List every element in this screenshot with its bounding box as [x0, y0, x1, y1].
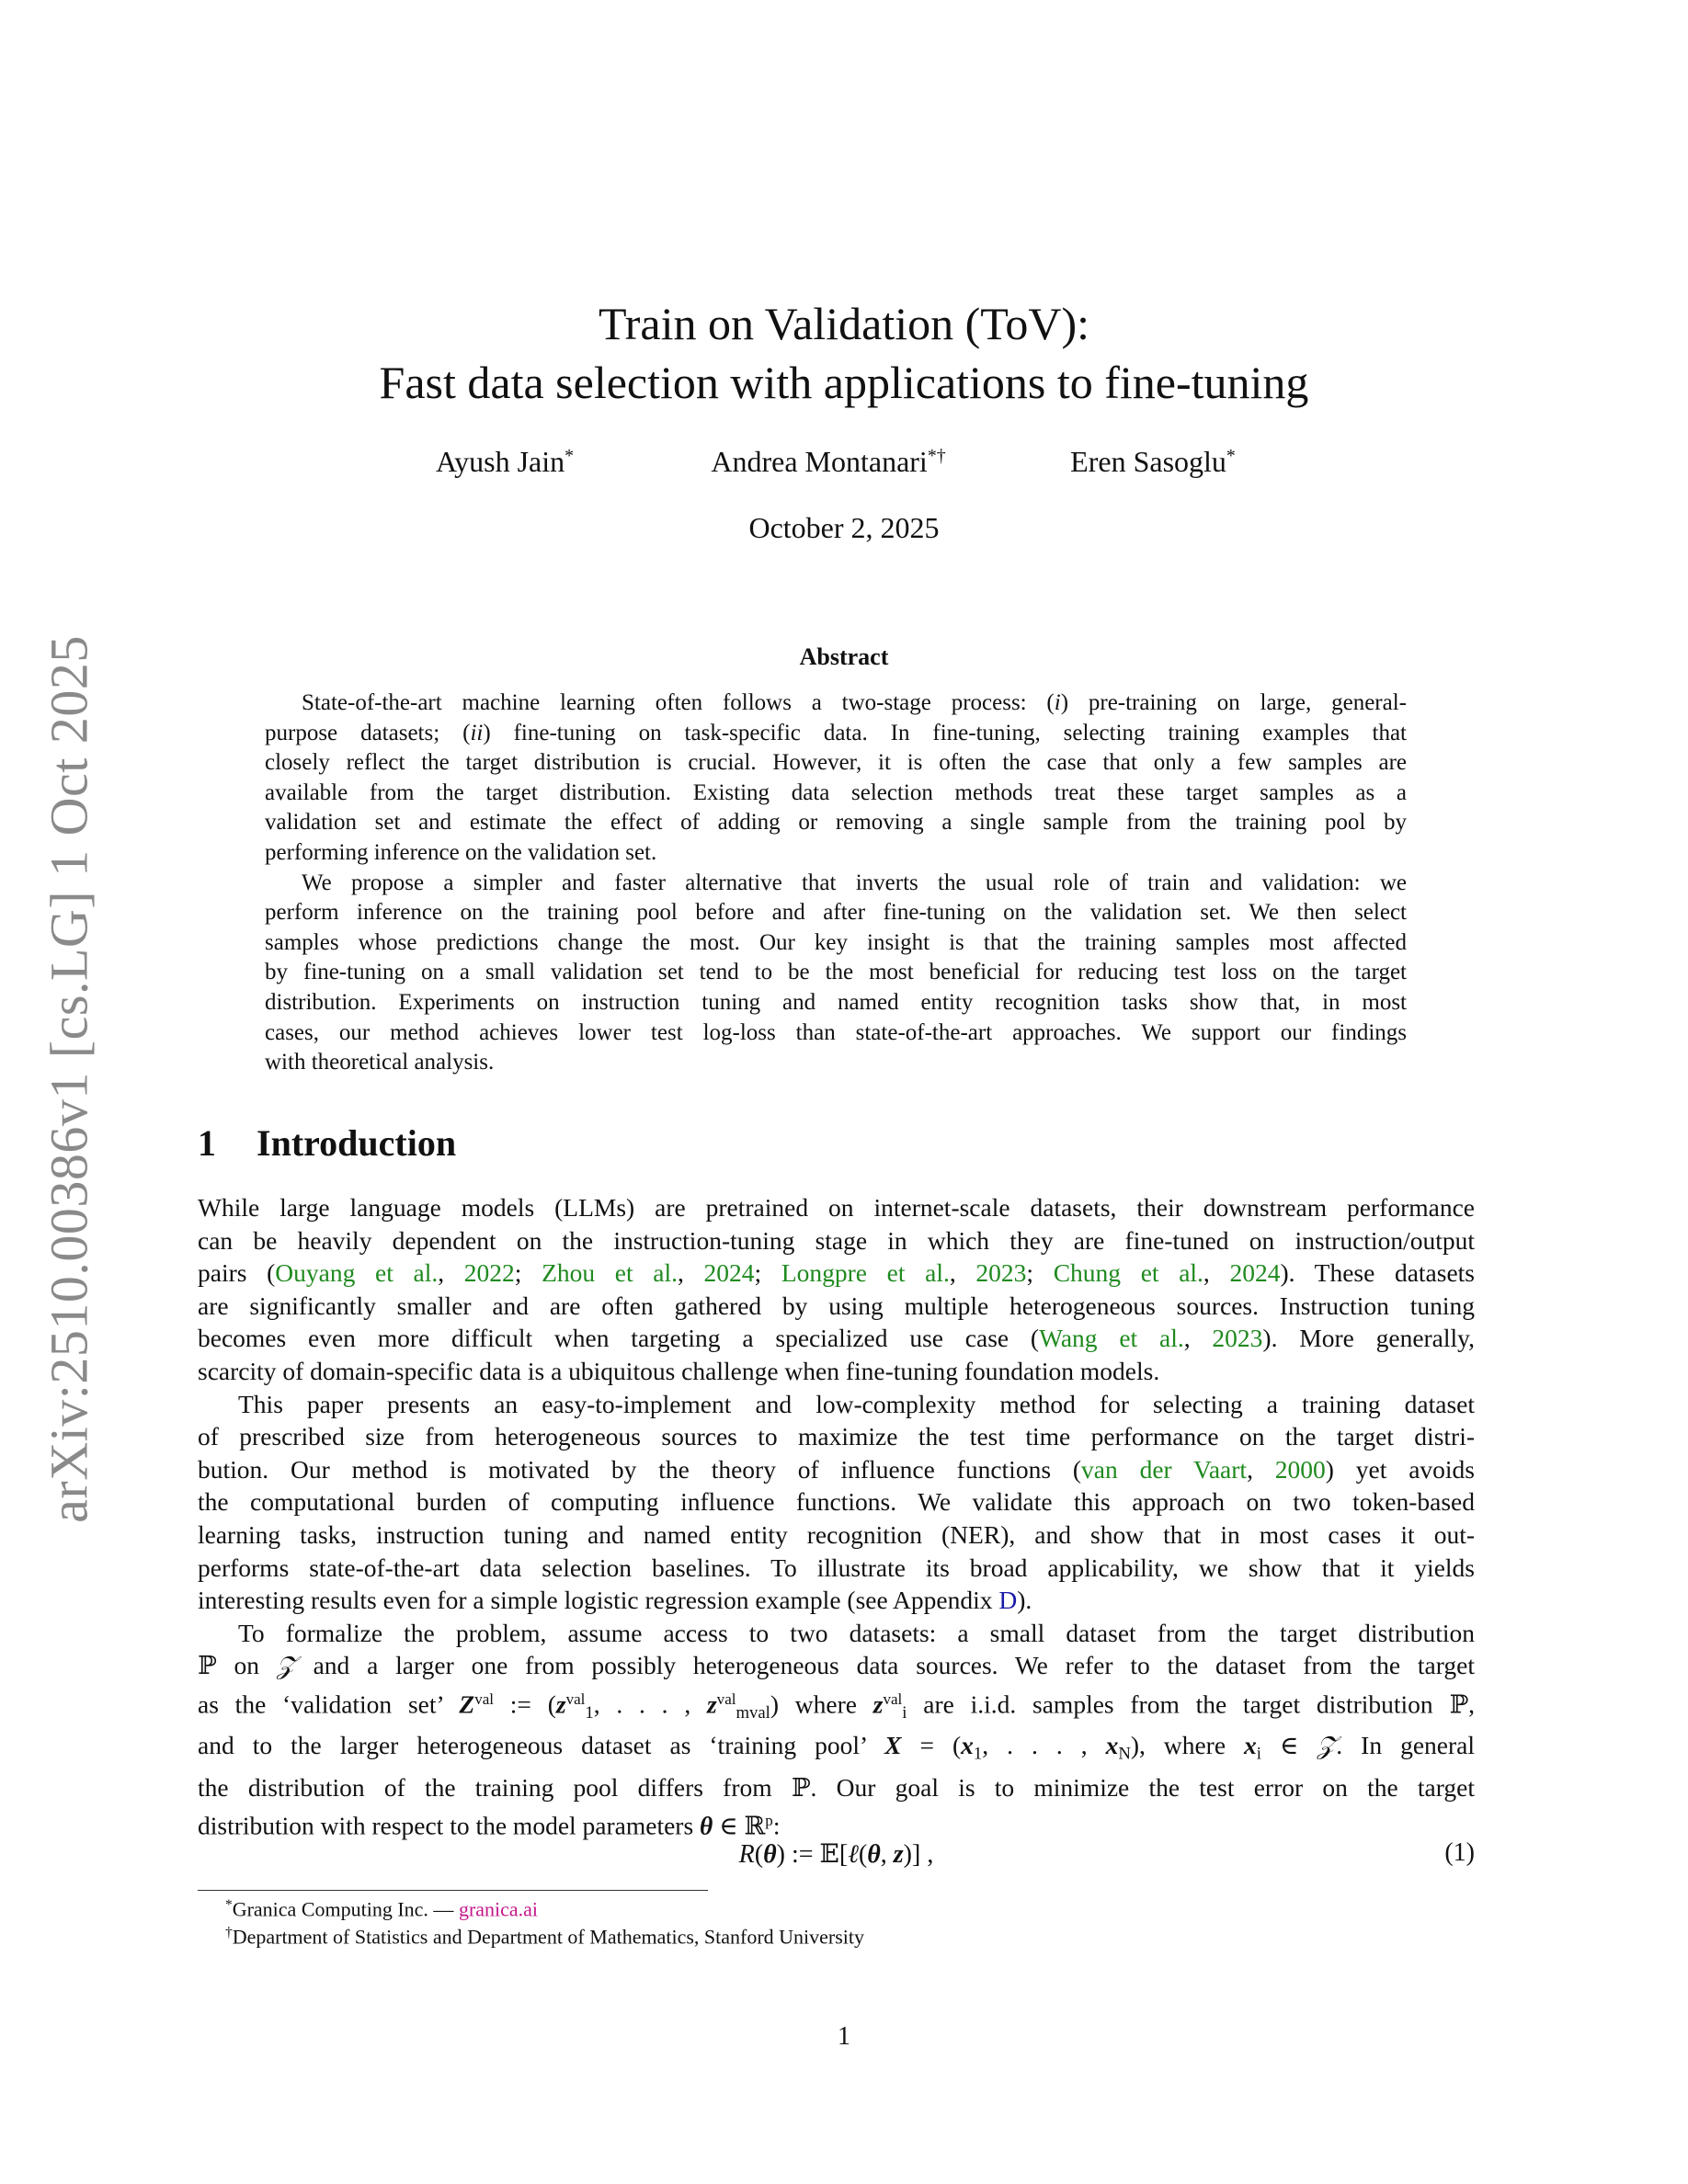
citation-link[interactable]: Ouyang et al.: [275, 1258, 439, 1288]
author-list: [0, 445, 1688, 482]
text-line: [198, 1420, 1475, 1453]
equation-expression: [198, 1838, 1475, 1870]
text-line: [265, 808, 1407, 838]
text-run: are significantly smaller and are often gathered by using multiple heterogeneous sources. Instruction tuning: [198, 1291, 1475, 1320]
subscript: i: [902, 1702, 907, 1723]
text-run: ,: [1247, 1454, 1275, 1484]
math-symbol: ℓ: [848, 1840, 859, 1869]
text-line: [198, 1729, 1475, 1770]
author-name: Eren Sasoglu: [1070, 445, 1226, 478]
text-run: purpose datasets; (: [265, 720, 471, 745]
footnote-mark: †: [225, 1925, 233, 1940]
citation-link[interactable]: Wang et al.: [1039, 1324, 1184, 1353]
math-symbol: X: [884, 1731, 902, 1760]
text-run: as the ‘validation set’: [198, 1689, 460, 1719]
text-run: pairs (: [198, 1258, 276, 1288]
text-run: performs state-of-the-art data selection baselines. To illustrate its broad applicability, we show that it yields: [198, 1553, 1475, 1582]
text-run: samples whose predictions change the most. Our key insight is that the training samples most affected: [265, 929, 1407, 955]
author-sasoglu: [1070, 445, 1236, 479]
author-name: Ayush Jain: [435, 445, 565, 478]
text-run: cases, our method achieves lower test log-loss than state-of-the-art approaches. We support our findings: [265, 1019, 1407, 1045]
text-line: [265, 838, 1407, 869]
author-name: Andrea Montanari: [711, 445, 928, 478]
text-run: ). More generally,: [1262, 1324, 1476, 1353]
title-line-2: Fast data selection with applications to fine-tuning: [379, 357, 1309, 408]
text-run: closely reflect the target distribution is crucial. However, it is often the case that only a few samples are: [265, 750, 1407, 776]
author-affiliation-mark: *†: [927, 446, 946, 467]
footnote-mark: *: [225, 1897, 233, 1913]
text-run: ,: [678, 1258, 704, 1288]
text-line: [198, 1584, 1475, 1617]
text-line: [265, 688, 1407, 719]
text-line: [198, 1322, 1475, 1355]
citation-link[interactable]: 2024: [703, 1258, 755, 1288]
publication-date: October 2, 2025: [748, 511, 940, 544]
text-run: of prescribed size from heterogeneous sources to maximize the test time performance on the target distri-: [198, 1422, 1475, 1451]
text-run: . In general: [1336, 1731, 1475, 1760]
text-run: distribution. Experiments on instruction tuning and named entity recognition tasks show that, in most: [265, 989, 1407, 1015]
subscript: 1: [585, 1702, 594, 1723]
text-run: are i.i.d. samples from the target distribution: [907, 1689, 1450, 1719]
text-run: , . . . ,: [982, 1731, 1106, 1760]
footnote-divider: [198, 1890, 708, 1891]
text-run: = (: [901, 1731, 962, 1760]
math-symbol: x: [1244, 1731, 1257, 1760]
text-run: ). These datasets: [1280, 1258, 1476, 1288]
footnote-2: [225, 1925, 864, 1950]
text-run: This paper presents an easy-to-implement and low-complexity method for selecting a training dataset: [238, 1389, 1475, 1418]
math-symbol: z: [555, 1689, 566, 1719]
math-symbol: z: [893, 1840, 904, 1869]
superscript: val: [565, 1689, 586, 1708]
text-run: . Our goal is to minimize the test error on the target: [810, 1772, 1475, 1802]
abstract-body: [265, 688, 1407, 1078]
appendix-link[interactable]: D: [998, 1586, 1018, 1615]
text-run: perform inference on the training pool before and after fine-tuning on the validation set. We then select: [265, 900, 1407, 926]
text-run: ;: [1026, 1258, 1054, 1288]
abstract-heading: Abstract: [799, 643, 889, 670]
text-run: ∈: [1261, 1731, 1317, 1760]
text-line: [198, 1519, 1475, 1552]
citation-link[interactable]: 2022: [463, 1258, 515, 1288]
superscript: val: [883, 1689, 903, 1708]
introduction-body: [198, 1191, 1475, 1843]
text-line: [198, 1617, 1475, 1650]
text-run: becomes even more difficult when targeting a specialized use case (: [198, 1324, 1040, 1353]
section-number: 1: [198, 1122, 216, 1164]
subscript: i: [1256, 1745, 1261, 1765]
citation-link[interactable]: 2000: [1274, 1454, 1326, 1484]
text-run: (: [858, 1840, 868, 1869]
text-run: ).: [1017, 1586, 1032, 1615]
math-symbol: 𝒵: [276, 1651, 296, 1680]
text-run: )] ,: [903, 1840, 934, 1869]
text-run: performing inference on the validation set.: [265, 839, 657, 865]
text-run: by fine-tuning on a small validation set tend to be the most beneficial for reducing test loss on the target: [265, 960, 1407, 985]
text-line: [265, 779, 1407, 809]
citation-link[interactable]: 2024: [1229, 1258, 1281, 1288]
text-line: [265, 988, 1407, 1018]
text-run: ∈: [713, 1811, 745, 1840]
footnote-text: Department of Statistics and Department of Mathematics, Stanford University: [232, 1925, 865, 1949]
text-line: [198, 1683, 1475, 1730]
paper-title: [0, 294, 1688, 412]
math-symbol: z: [706, 1689, 717, 1719]
text-run: on: [216, 1651, 277, 1680]
text-run: (: [754, 1840, 764, 1869]
equation-number: (1): [1444, 1838, 1475, 1867]
math-symbol: ℝ: [744, 1811, 766, 1841]
text-run: learning tasks, instruction tuning and named entity recognition (NER), and show that in most cases it out-: [198, 1519, 1475, 1549]
footnote-1: [225, 1897, 538, 1922]
text-run: ) where: [770, 1689, 873, 1719]
text-run: ;: [754, 1258, 781, 1288]
text-run: ) fine-tuning on task-specific data. In fine-tuning, selecting training examples that: [483, 720, 1407, 745]
text-run: :: [772, 1811, 781, 1840]
citation-link[interactable]: Longpre et al.: [781, 1258, 950, 1288]
text-run: and to the larger heterogeneous dataset as ‘training pool’: [198, 1731, 885, 1760]
text-run: ,: [438, 1258, 464, 1288]
subscript: 1: [973, 1745, 983, 1765]
math-symbol: 𝒵: [1317, 1731, 1337, 1760]
text-line: [265, 719, 1407, 749]
text-line: [265, 928, 1407, 959]
text-run: ,: [880, 1840, 894, 1869]
page-number: 1: [838, 2022, 850, 2051]
math-symbol: x: [1105, 1731, 1119, 1760]
math-symbol: 𝔼: [819, 1838, 839, 1869]
text-line: [198, 1453, 1475, 1486]
citation-link[interactable]: Chung et al.: [1053, 1258, 1203, 1288]
text-run: available from the target distribution. Existing data selection methods treat these target samples as a: [265, 779, 1407, 805]
text-line: [265, 1048, 1407, 1078]
superscript: val: [474, 1689, 495, 1708]
superscript: val: [716, 1689, 736, 1708]
text-line: [265, 869, 1407, 899]
text-line: [198, 1191, 1475, 1224]
footnote-text: Granica Computing Inc. —: [232, 1897, 459, 1921]
citation-link[interactable]: Zhou et al.: [542, 1258, 678, 1288]
text-run: := (: [494, 1689, 556, 1719]
subscript: val: [749, 1702, 770, 1723]
author-affiliation-mark: *: [565, 446, 575, 467]
math-symbol: θ: [867, 1840, 881, 1869]
text-run: scarcity of domain-specific data is a ubiquitous challenge when fine-tuning foundation models.: [198, 1356, 1160, 1385]
text-run: bution. Our method is motivated by the theory of influence functions (: [198, 1454, 1082, 1484]
text-run: We propose a simpler and faster alternative that inverts the usual role of train and validation: we: [302, 870, 1407, 895]
text-run: , . . . ,: [593, 1689, 707, 1719]
text-run: ) pre-training on large, general-: [1060, 690, 1407, 715]
text-run: with theoretical analysis.: [265, 1050, 495, 1075]
author-jain: [436, 445, 574, 479]
text-run: ,: [1468, 1689, 1476, 1719]
text-line: [198, 1771, 1475, 1805]
text-run: ,: [949, 1258, 976, 1288]
granica-link[interactable]: granica.ai: [458, 1897, 539, 1921]
math-symbol: θ: [700, 1811, 713, 1840]
math-symbol: θ: [763, 1840, 777, 1869]
math-symbol: ℙ: [1449, 1689, 1469, 1720]
text-line: [198, 1224, 1475, 1257]
math-symbol: x: [961, 1731, 974, 1760]
text-line: [198, 1290, 1475, 1323]
text-line: [265, 958, 1407, 988]
subscript: m: [736, 1702, 750, 1723]
text-line: [198, 1257, 1475, 1290]
math-symbol: z: [873, 1689, 884, 1719]
text-line: [198, 1485, 1475, 1519]
text-run: ) :=: [776, 1840, 820, 1869]
text-run: To formalize the problem, assume access to two datasets: a small dataset from the target distribution: [238, 1618, 1475, 1647]
superscript: p: [765, 1812, 773, 1830]
text-line: [198, 1355, 1475, 1388]
text-run: validation set and estimate the effect of adding or removing a single sample from the training pool by: [265, 810, 1407, 836]
text-run: the distribution of the training pool differs from: [198, 1772, 792, 1802]
text-line: [265, 1018, 1407, 1049]
text-run: interesting results even for a simple logistic regression example (see Appendix: [198, 1586, 999, 1615]
title-line-1: Train on Validation (ToV):: [599, 298, 1089, 349]
italic-text: ii: [470, 720, 484, 745]
text-run: [: [838, 1840, 849, 1869]
text-run: and a larger one from possibly heterogeneous data sources. We refer to the dataset from the target: [295, 1651, 1475, 1680]
section-title: Introduction: [257, 1122, 457, 1164]
text-run: ,: [1183, 1324, 1213, 1353]
text-run: While large language models (LLMs) are pretrained on internet-scale datasets, their downstream performance: [198, 1193, 1475, 1222]
citation-link[interactable]: 2023: [1212, 1324, 1263, 1353]
text-line: [198, 1649, 1475, 1683]
text-line: [198, 1804, 1475, 1843]
citation-link[interactable]: 2023: [975, 1258, 1027, 1288]
italic-text: i: [1054, 690, 1061, 715]
text-line: [198, 1388, 1475, 1421]
text-run: ), where: [1130, 1731, 1245, 1760]
arxiv-identifier-stamp: arXiv:2510.00386v1 [cs.LG] 1 Oct 2025: [39, 635, 99, 1523]
section-heading-introduction: [198, 1121, 456, 1165]
author-montanari: [711, 445, 945, 479]
citation-link[interactable]: van der Vaart: [1081, 1454, 1248, 1484]
text-line: [265, 898, 1407, 928]
text-run: can be heavily dependent on the instruction-tuning stage in which they are fine-tuned on instruction/output: [198, 1225, 1475, 1255]
author-affiliation-mark: *: [1226, 446, 1236, 467]
text-line: [265, 748, 1407, 779]
subscript: N: [1118, 1745, 1131, 1765]
text-run: ) yet avoids: [1325, 1454, 1476, 1484]
text-run: State-of-the-art machine learning often follows a two-stage process: (: [302, 690, 1055, 715]
math-symbol: Z: [459, 1689, 475, 1719]
text-run: ;: [514, 1258, 542, 1288]
text-run: distribution with respect to the model parameters: [198, 1811, 701, 1840]
math-symbol: ℙ: [198, 1651, 217, 1681]
text-run: the computational burden of computing influence functions. We validate this approach on two token-based: [198, 1487, 1475, 1517]
text-line: [198, 1552, 1475, 1585]
math-symbol: ℙ: [791, 1772, 811, 1803]
text-run: ,: [1203, 1258, 1230, 1288]
math-symbol: R: [738, 1840, 755, 1869]
